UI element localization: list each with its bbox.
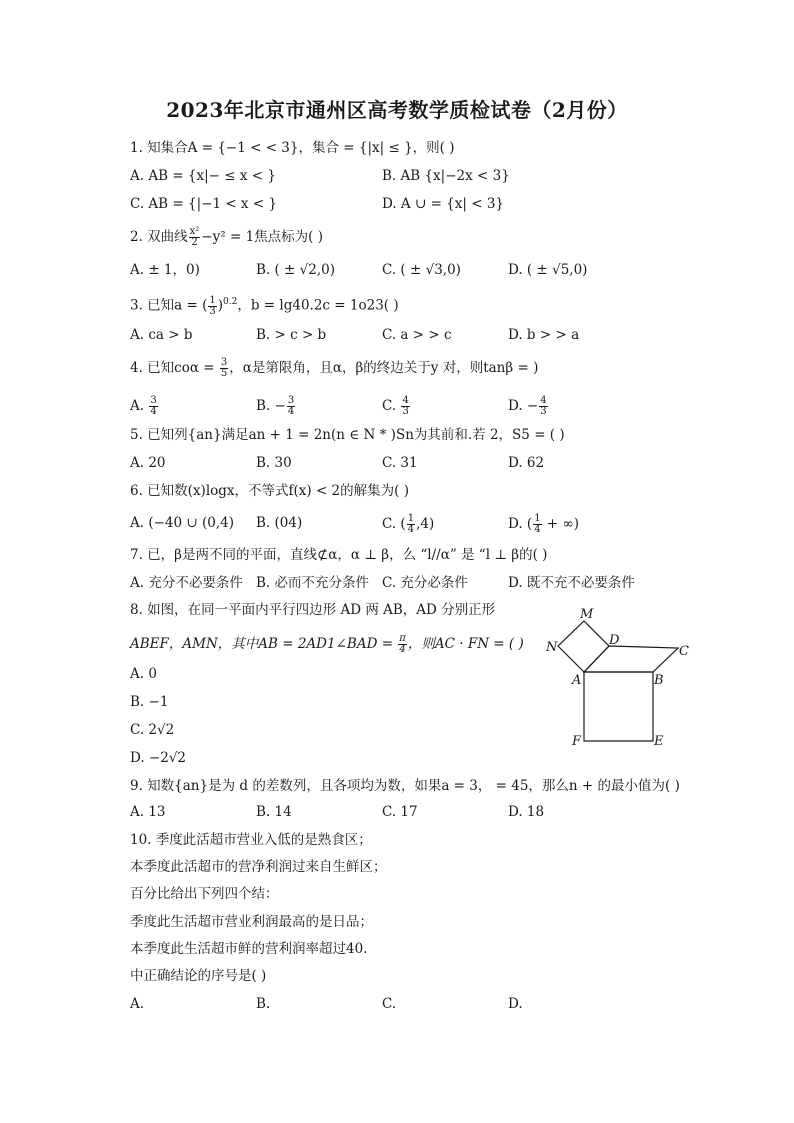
question-7-option-b: B. 必而不充分条件 (256, 575, 370, 591)
label-n: N (546, 640, 558, 655)
question-8-option-d: D. −2√2 (130, 750, 187, 766)
question-9-option-b: B. 14 (256, 804, 292, 820)
question-10-stem: 10. 季度此活超市营业入低的是熟食区； (130, 832, 372, 848)
parallelogram-abcd (584, 646, 678, 672)
label-e: E (654, 734, 664, 749)
question-2-fraction: $\frac{\text{x²}}{2}$ (189, 226, 200, 248)
question-4-fraction: $\frac{3}{5}$ (220, 357, 228, 379)
question-6-option-c: C. ( $\frac{1}{4}$ ,4) (382, 513, 435, 535)
question-10-option-a: A. (130, 996, 145, 1012)
question-2-stem-pre: 2. 双曲线 (130, 229, 188, 245)
question-6-option-b: B. (04) (256, 515, 303, 531)
question-8-stem: 8. 如图，在同一平面内平行四边形 AD 两 AB，AD 分别正形 (130, 602, 496, 618)
label-b: B (654, 673, 664, 688)
question-3-option-c: C. a > > c (382, 327, 452, 343)
label-c: C (679, 644, 689, 659)
question-5-stem: 5. 已知列{an}满足an + 1 = 2n(n ∈ N * )Sn为其前和.若 2，S5 = ( ) (130, 427, 565, 443)
question-2-option-c: C. ( ± √3,0) (382, 262, 461, 278)
question-3-option-d: D. b > > a (508, 327, 580, 343)
question-10-option-b: B. (256, 996, 271, 1012)
page-title: 2023年北京市通州区高考数学质检试卷（2月份） (166, 98, 628, 122)
question-5-option-d: D. 62 (508, 455, 545, 471)
question-2-stem (130, 227, 323, 248)
question-3-fraction: $\frac{1}{3}$ (209, 294, 216, 317)
question-9-stem: 9. 知数{an}是为 d 的差数列，且各项均为数，如果a = 3， = 45，那么n + 的最小值为( ) (130, 778, 680, 794)
question-7-option-a: A. 充分不必要条件 (130, 575, 243, 591)
question-9-option-a: A. 13 (130, 804, 166, 820)
question-8-option-a: A. 0 (130, 666, 157, 682)
label-f: F (572, 734, 582, 749)
question-7-option-c: C. 充分必条件 (382, 575, 468, 591)
question-4-option-c: C. $\frac{4}{3}$ (382, 395, 409, 417)
question-7-stem: 7. 已，β是两不同的平面，直线⊄α，α ⊥ β，么 “l//α” 是 “l ⊥ β的( ) (130, 547, 548, 563)
question-8-option-c: C. 2√2 (130, 722, 175, 738)
question-4-option-a: A. $\frac{3}{4}$ (130, 395, 157, 417)
question-5-option-b: B. 30 (256, 455, 292, 471)
square-abef (584, 672, 653, 741)
question-4-stem: 4. 已知coα = $\frac{3}{5}$ ，α是第限角，且α，β的终边关于y 对，则tanβ = ) (130, 357, 539, 379)
question-10-option-d: D. (508, 996, 523, 1012)
question-3-stem: 3. 已知a = ( $\frac{1}{3}$ )$^{0.2}$，b = lg40.2c = 1o23( ) (130, 294, 399, 317)
question-6-option-d: D. ( $\frac{1}{4}$ + ∞) (508, 513, 579, 535)
question-2-stem-post: −y² = 1焦点标为( ) (201, 229, 323, 245)
question-1-option-d: D. A ∪ = {x| < 3} (382, 196, 504, 212)
question-4-option-d: D. − $\frac{4}{3}$ (508, 395, 547, 417)
question-9-option-d: D. 18 (508, 804, 545, 820)
question-6-stem: 6. 已知数(x)logx，不等式f(x) < 2的解集为( ) (130, 483, 409, 499)
square-amnd (558, 621, 609, 672)
label-m: M (580, 607, 594, 622)
question-2-option-b: B. ( ± √2,0) (256, 262, 336, 278)
question-5-option-a: A. 20 (130, 455, 166, 471)
question-2-option-d: D. ( ± √5,0) (508, 262, 588, 278)
geometry-figure (540, 605, 700, 755)
question-10-line-1: 本季度此活超市的营净利润过来自生鲜区； (130, 859, 387, 875)
question-10-line-5: 中正确结论的序号是( ) (130, 968, 267, 984)
question-1-option-c: C. AB = {|−1 < x < } (130, 196, 278, 212)
question-10-line-4: 本季度此生活超市鲜的营利润率超过40. (130, 941, 368, 957)
question-10-line-3: 季度此生活超市营业利润最高的是日品； (130, 914, 373, 930)
question-8-stem-line2: ABEF，AMN，其中AB = 2AD1∠BAD = $\frac{\pi}{4}$ ，则AC · FN = ( ) (130, 633, 524, 655)
question-3-option-b: B. > c > b (256, 327, 327, 343)
question-10-option-c: C. (382, 996, 397, 1012)
question-1-option-a: A. AB = {x|− ≤ x < } (130, 168, 276, 184)
question-1-stem: 1. 知集合A = {−1 < < 3}，集合 = {|x| ≤ }，则( ) (130, 140, 455, 156)
label-a: A (572, 673, 582, 688)
question-4-option-b: B. − $\frac{3}{4}$ (256, 395, 295, 417)
question-2-option-a: A. ± 1，0) (130, 262, 200, 278)
question-10-line-2: 百分比给出下列四个结： (130, 886, 279, 902)
question-6-option-a: A. (−40 ∪ (0,4) (130, 515, 234, 531)
question-1-option-b: B. AB {x|−2x < 3} (382, 168, 510, 184)
question-8-option-b: B. −1 (130, 694, 169, 710)
question-3-option-a: A. ca > b (130, 327, 193, 343)
question-7-option-d: D. 既不充不必要条件 (508, 575, 635, 591)
label-d: D (609, 633, 620, 648)
question-5-option-c: C. 31 (382, 455, 418, 471)
question-9-option-c: C. 17 (382, 804, 418, 820)
